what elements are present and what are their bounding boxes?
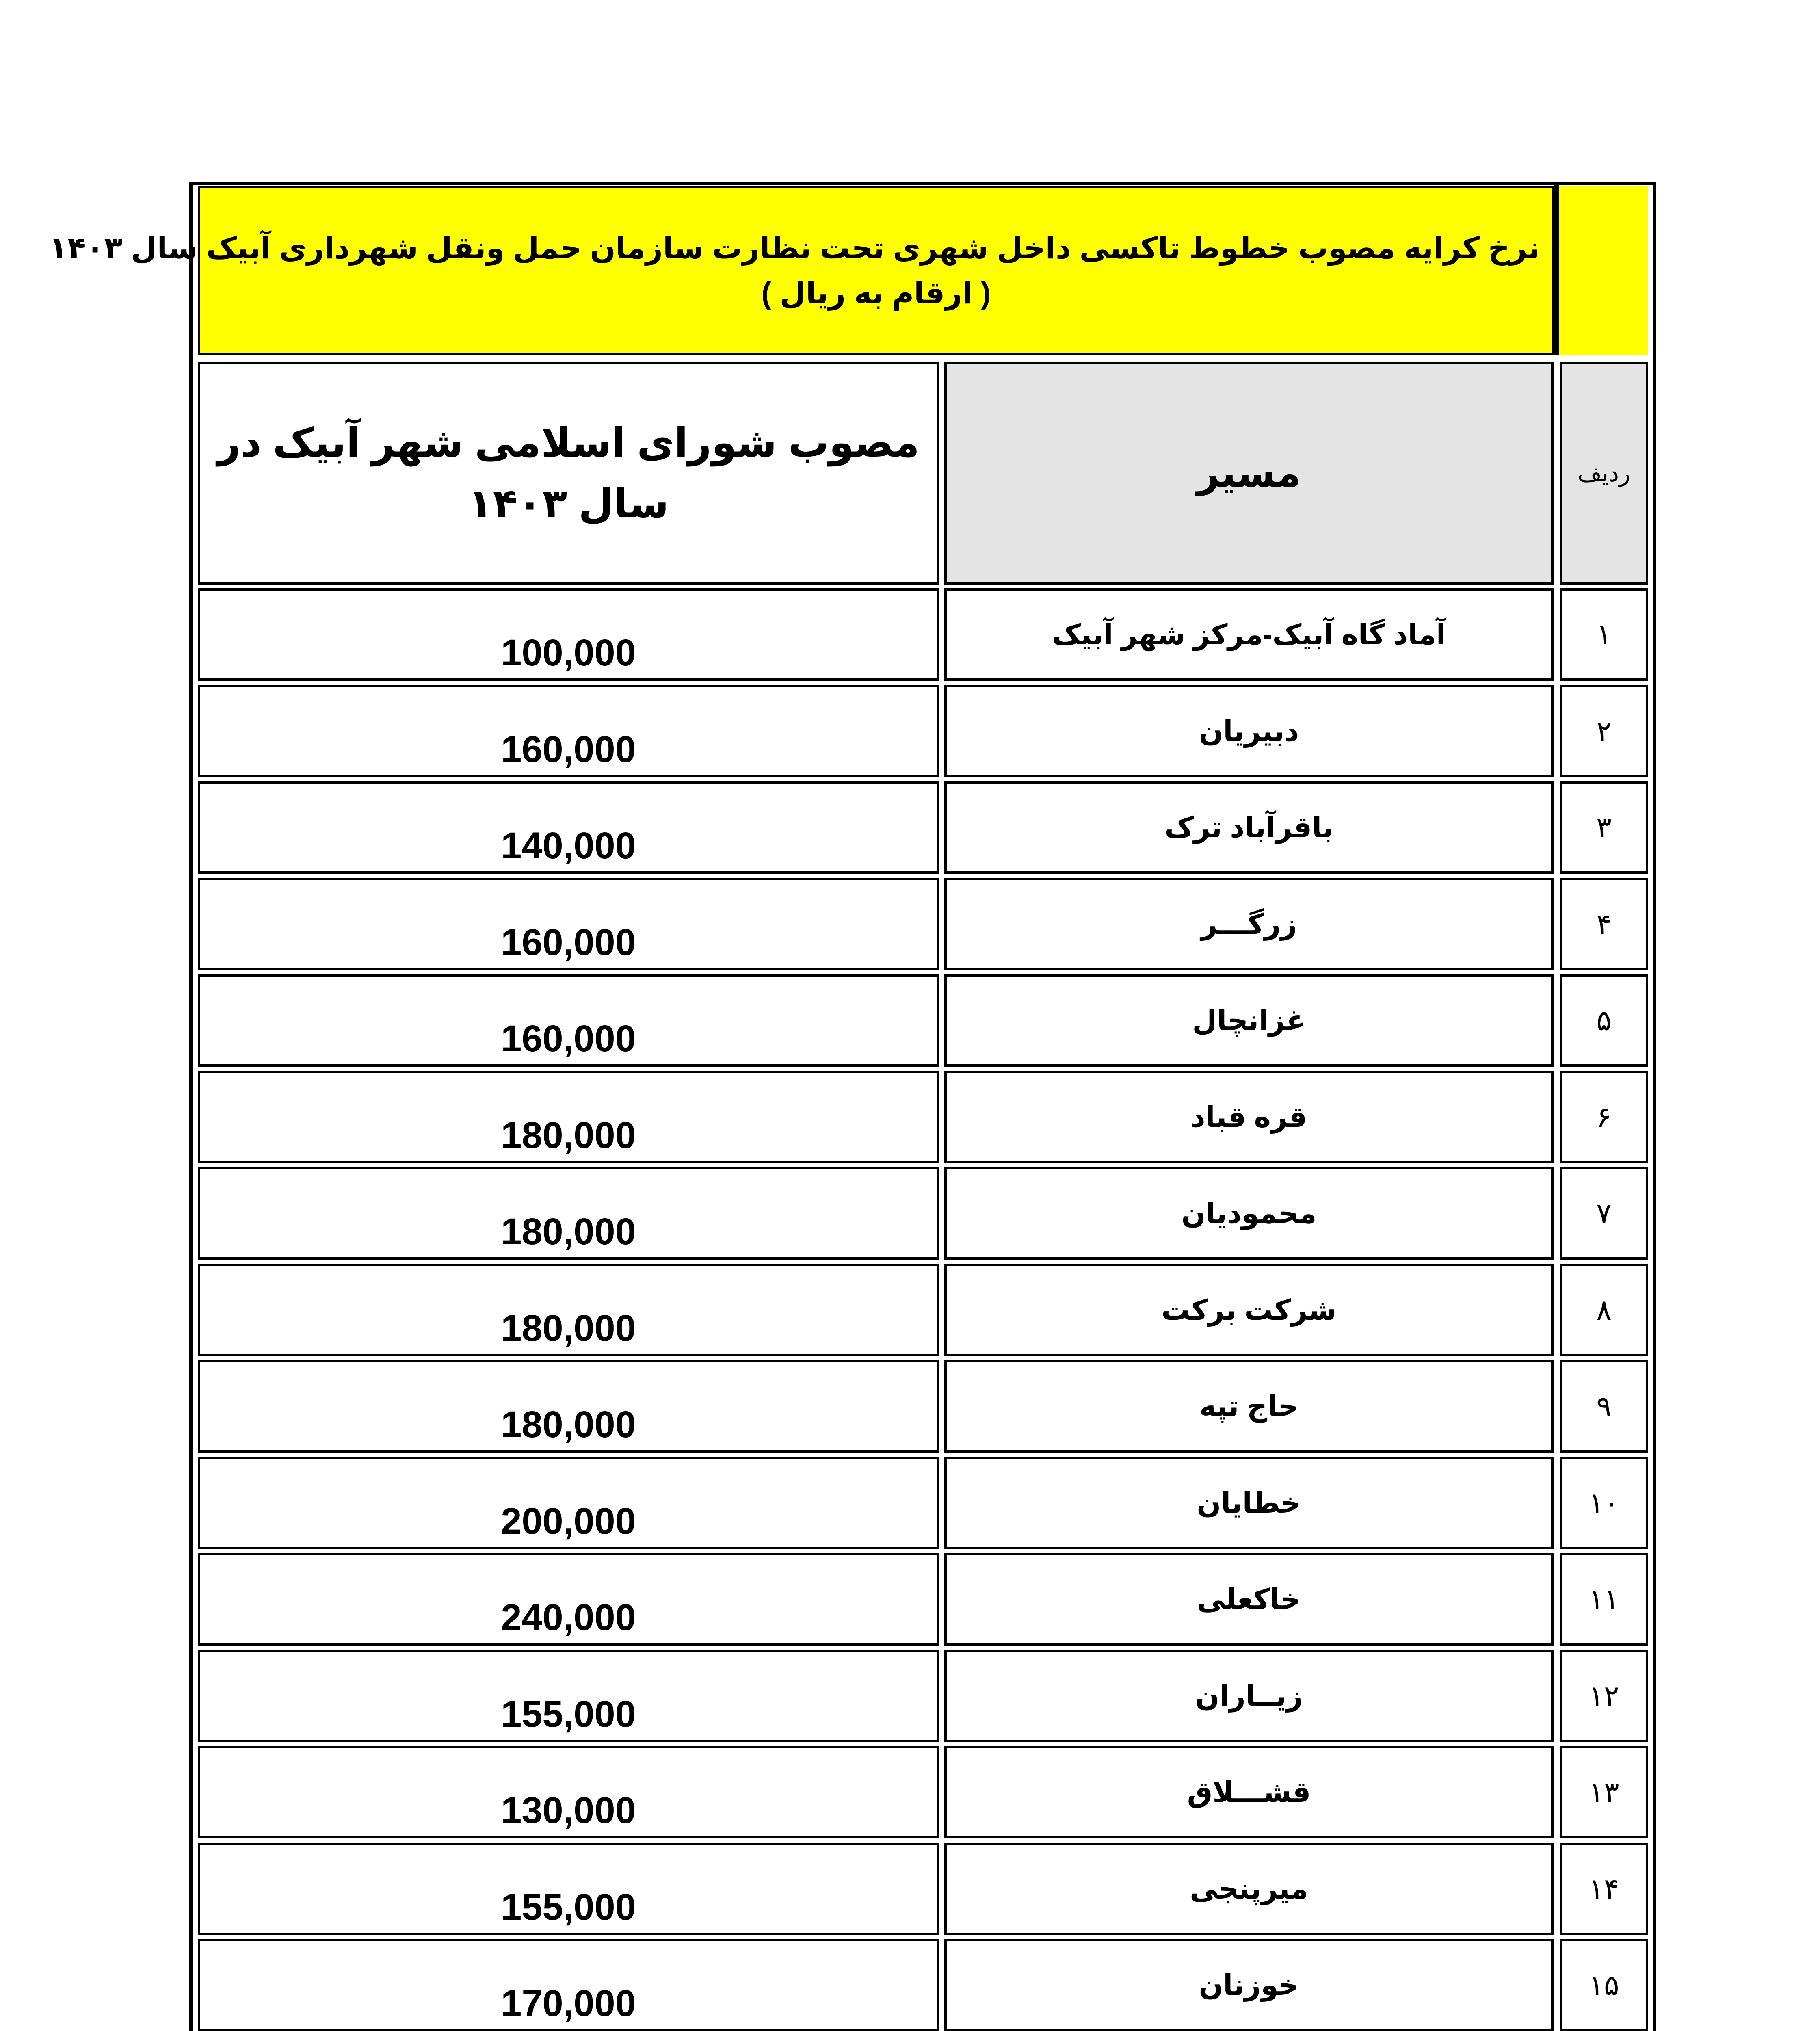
route-name-cell: آماد گاه آبیک-مرکز شهر آبیک: [944, 588, 1554, 681]
route-name-cell: غزانچال: [944, 974, 1554, 1067]
row-number-cell: ۱۳: [1560, 1746, 1648, 1838]
row-number-cell: ۸: [1560, 1264, 1648, 1356]
row-number-cell: ۶: [1560, 1071, 1648, 1163]
fare-price-cell: 240,000: [198, 1553, 939, 1646]
fare-price-cell: 180,000: [198, 1264, 939, 1356]
row-number-cell: ۱: [1560, 588, 1648, 681]
row-number-cell: ۱۲: [1560, 1650, 1648, 1742]
route-name-cell: خطایان: [944, 1457, 1554, 1549]
title-banner: [49, 186, 1554, 355]
fare-price-cell: 180,000: [198, 1167, 939, 1260]
route-name-cell: خاکعلی: [944, 1553, 1554, 1646]
route-name-cell: قشـــلاق: [944, 1746, 1554, 1838]
document-title: نرخ کرایه مصوب خطوط تاکسی داخل شهری تحت نظارت سازمان حمل ونقل شهرداری آبیک سال ۱۴۰۳: [49, 231, 1540, 265]
title-side-cell: [1559, 186, 1648, 355]
fare-price-cell: 200,000: [198, 1457, 939, 1549]
route-name-cell: خوزنان: [944, 1939, 1554, 2031]
fare-price-cell: 155,000: [198, 1843, 939, 1935]
header-route: مسیر: [944, 362, 1554, 585]
row-number-cell: ۱۴: [1560, 1843, 1648, 1935]
title-divider: [1554, 182, 1559, 355]
fare-price-cell: 100,000: [198, 588, 939, 681]
fare-price-cell: 140,000: [198, 781, 939, 874]
fare-price-cell: 180,000: [198, 1360, 939, 1453]
header-row-number: ردیف: [1560, 362, 1648, 585]
row-number-cell: ۹: [1560, 1360, 1648, 1453]
fare-price-cell: 160,000: [198, 685, 939, 777]
row-number-cell: ۷: [1560, 1167, 1648, 1260]
route-name-cell: زرگـــر: [944, 878, 1554, 970]
row-number-cell: ۱۵: [1560, 1939, 1648, 2031]
row-number-cell: ۳: [1560, 781, 1648, 874]
row-number-cell: ۵: [1560, 974, 1648, 1067]
route-name-cell: قره قباد: [944, 1071, 1554, 1163]
fare-price-cell: 170,000: [198, 1939, 939, 2031]
route-name-cell: حاج تپه: [944, 1360, 1554, 1453]
route-name-cell: دبیریان: [944, 685, 1554, 777]
fare-price-cell: 155,000: [198, 1650, 939, 1742]
fare-price-cell: 130,000: [198, 1746, 939, 1838]
route-name-cell: شرکت برکت: [944, 1264, 1554, 1356]
route-name-cell: میرپنجی: [944, 1843, 1554, 1935]
fare-price-cell: 160,000: [198, 974, 939, 1067]
row-number-cell: ۲: [1560, 685, 1648, 777]
header-council-approved: مصوب شورای اسلامی شهر آبیک در سال ۱۴۰۳: [198, 362, 939, 585]
row-number-cell: ۴: [1560, 878, 1648, 970]
route-name-cell: محمودیان: [944, 1167, 1554, 1260]
currency-note: ( ارقام به ریال ): [761, 276, 991, 310]
route-name-cell: زیــاران: [944, 1650, 1554, 1742]
fare-price-cell: 160,000: [198, 878, 939, 970]
route-name-cell: باقرآباد ترک: [944, 781, 1554, 874]
fare-price-cell: 180,000: [198, 1071, 939, 1163]
row-number-cell: ۱۰: [1560, 1457, 1648, 1549]
row-number-cell: ۱۱: [1560, 1553, 1648, 1646]
